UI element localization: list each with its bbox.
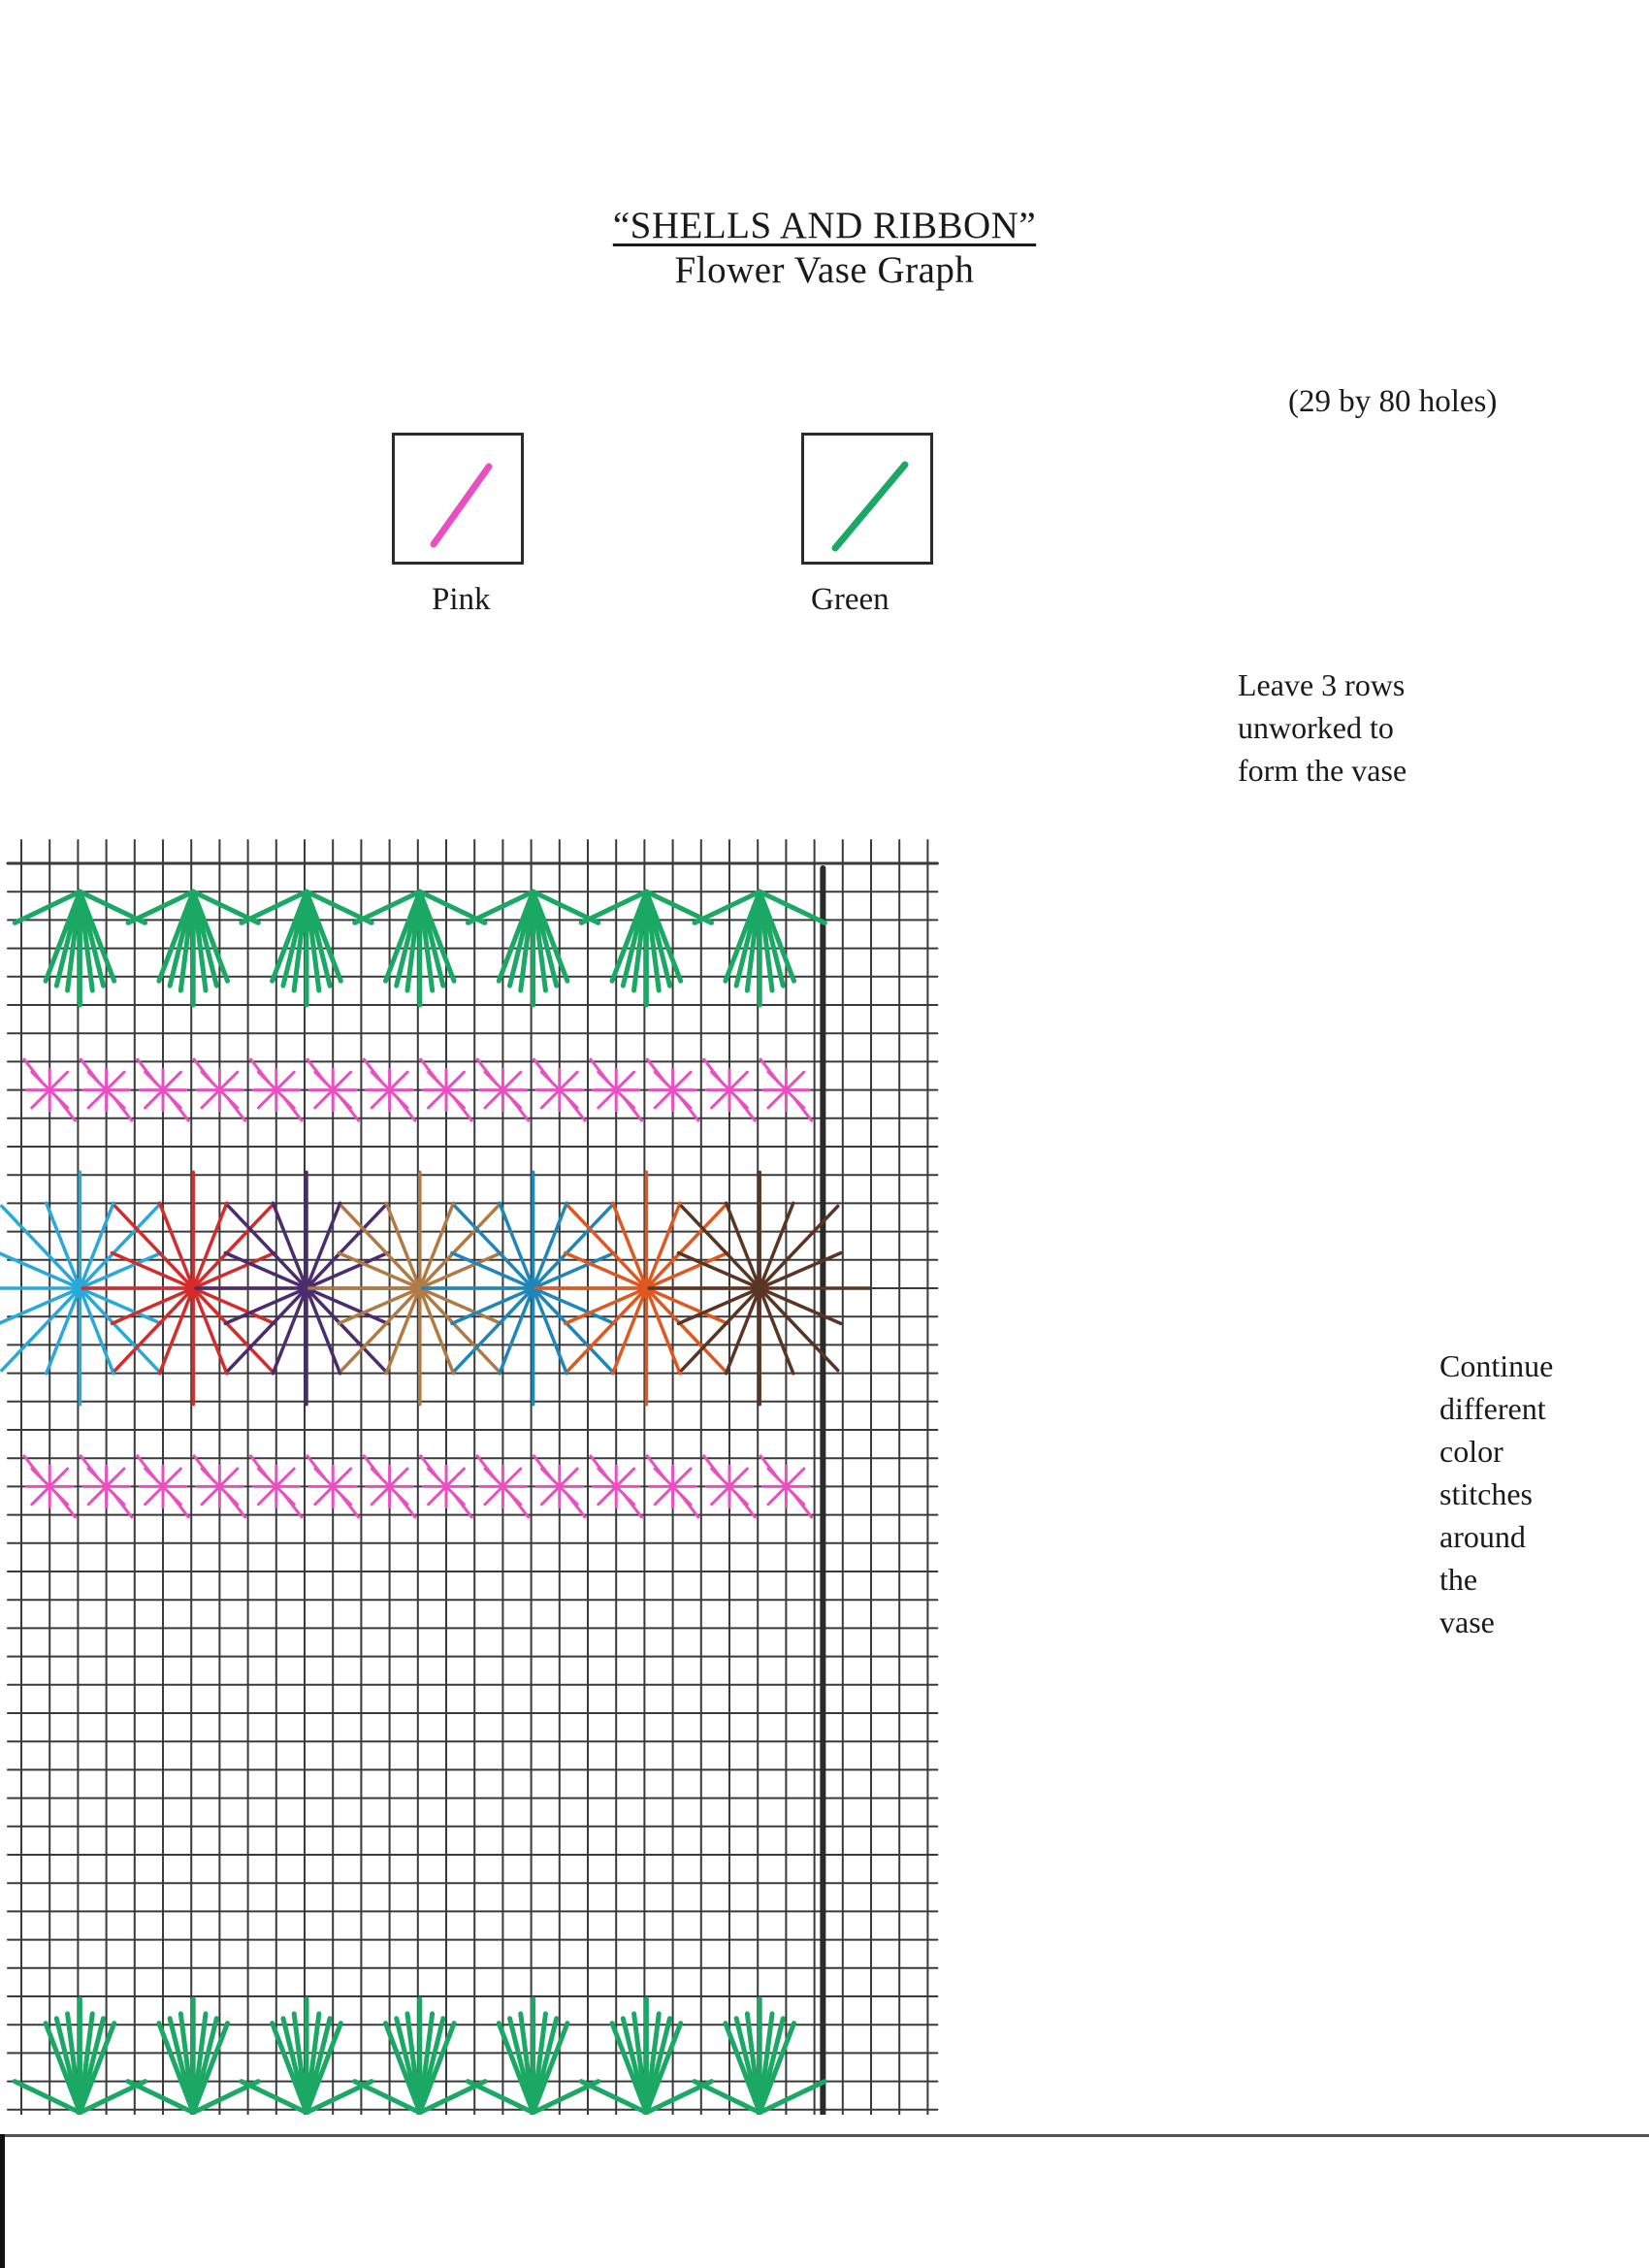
legend-label-pink: Pink [432, 582, 491, 617]
pink-ribbon-stitch [307, 1456, 325, 1479]
vase-note [1238, 664, 1406, 792]
color-star-stitch [568, 1288, 647, 1371]
page-edge [0, 2134, 5, 2268]
color-star-stitch [115, 1206, 194, 1288]
pink-ribbon-stitch [760, 1456, 778, 1479]
continue-note [1439, 1345, 1553, 1643]
color-star-stitch [307, 1206, 385, 1288]
pink-ribbon-stitch [364, 1456, 381, 1479]
pink-ribbon-stitch [680, 1494, 697, 1517]
color-star-stitch [455, 1288, 534, 1371]
color-star-stitch [193, 1288, 272, 1371]
pink-ribbon-stitch [477, 1059, 495, 1083]
continue-note-line: stitches [1439, 1476, 1533, 1511]
pink-ribbon-stitch [171, 1097, 188, 1120]
vase-note-line: form the vase [1238, 753, 1407, 788]
pink-ribbon-stitch [251, 1059, 269, 1083]
pink-ribbon-stitch [397, 1097, 414, 1120]
pink-ribbon-stitch [510, 1097, 528, 1120]
pink-ribbon-stitch [534, 1456, 552, 1479]
pink-ribbon-stitch [227, 1494, 244, 1517]
pink-ribbon-stitch [57, 1494, 75, 1517]
pink-ribbon-stitch [340, 1494, 358, 1517]
pink-ribbon-stitch [194, 1059, 211, 1083]
color-star-stitch [646, 1206, 725, 1288]
pink-ribbon-stitch [397, 1494, 414, 1517]
pink-ribbon-stitch [364, 1059, 381, 1083]
vase-note-line: unworked to [1238, 710, 1394, 745]
pink-ribbon-stitch [647, 1059, 664, 1083]
pink-ribbon-stitch [307, 1059, 325, 1083]
pink-ribbon-stitch [251, 1456, 269, 1479]
continue-note-line: the [1439, 1562, 1478, 1597]
continue-note-line: different [1439, 1391, 1546, 1426]
pink-ribbon-stitch [704, 1059, 722, 1083]
color-star-stitch [2, 1206, 81, 1288]
pink-ribbon-stitch [113, 1494, 131, 1517]
pink-ribbon-stitch [138, 1059, 155, 1083]
pink-ribbon-stitch [704, 1456, 722, 1479]
dimensions-note: (29 by 80 holes) [1288, 384, 1498, 419]
pink-ribbon-stitch [284, 1097, 302, 1120]
color-star-stitch [682, 1288, 760, 1371]
color-star-stitch [682, 1206, 760, 1288]
pink-stitch-icon [395, 436, 521, 562]
stitch-graph [0, 815, 1436, 2115]
color-star-stitch [420, 1288, 499, 1371]
page-subtitle: Flower Vase Graph [674, 249, 975, 291]
pink-ribbon-stitch [760, 1059, 778, 1083]
color-star-stitch [760, 1206, 838, 1288]
color-star-stitch [420, 1206, 499, 1288]
color-star-stitch [80, 1288, 158, 1371]
color-star-stitch [115, 1288, 194, 1371]
pink-ribbon-stitch [647, 1456, 664, 1479]
pink-ribbon-stitch [24, 1456, 42, 1479]
pink-ribbon-stitch [284, 1494, 302, 1517]
continue-note-line: vase [1439, 1604, 1495, 1639]
color-star-stitch [455, 1206, 534, 1288]
color-star-stitch [534, 1206, 612, 1288]
legend-swatch-green [801, 433, 933, 565]
pink-ribbon-stitch [421, 1059, 438, 1083]
pink-ribbon-stitch [793, 1494, 811, 1517]
page-title: “SHELLS AND RIBBON” [612, 205, 1037, 246]
color-star-stitch [341, 1206, 420, 1288]
color-star-stitch [228, 1206, 307, 1288]
continue-note-line: Continue [1439, 1348, 1554, 1383]
pink-ribbon-stitch [57, 1097, 75, 1120]
color-star-stitch [307, 1288, 385, 1371]
pink-ribbon-stitch [81, 1059, 98, 1083]
pink-ribbon-stitch [81, 1456, 98, 1479]
color-star-stitch [341, 1288, 420, 1371]
legend-label-green: Green [811, 582, 889, 617]
pink-ribbon-stitch [24, 1059, 42, 1083]
pink-ribbon-stitch [171, 1494, 188, 1517]
pink-ribbon-stitch [194, 1456, 211, 1479]
color-star-stitch [760, 1288, 838, 1371]
pink-ribbon-stitch [454, 1494, 471, 1517]
page-divider [0, 2134, 1649, 2137]
pink-ribbon-stitch [510, 1494, 528, 1517]
continue-note-line: color [1439, 1434, 1504, 1469]
vase-note-line: Leave 3 rows [1238, 667, 1406, 702]
legend-swatch-pink [392, 433, 524, 565]
color-star-center [754, 1282, 765, 1294]
green-stitch-icon [804, 436, 930, 562]
pink-ribbon-stitch [454, 1097, 471, 1120]
pink-ribbon-stitch [567, 1494, 585, 1517]
pink-ribbon-stitch [624, 1097, 641, 1120]
pink-ribbon-stitch [477, 1456, 495, 1479]
color-star-stitch [193, 1206, 272, 1288]
pink-ribbon-stitch [591, 1456, 608, 1479]
continue-note-line: around [1439, 1519, 1526, 1554]
pink-ribbon-stitch [227, 1097, 244, 1120]
color-star-stitch [534, 1288, 612, 1371]
color-star-stitch [646, 1288, 725, 1371]
pink-ribbon-stitch [421, 1456, 438, 1479]
color-star-stitch [228, 1288, 307, 1371]
pink-ribbon-stitch [680, 1097, 697, 1120]
pink-ribbon-stitch [793, 1097, 811, 1120]
color-star-stitch [2, 1288, 81, 1371]
pink-ribbon-stitch [567, 1097, 585, 1120]
pink-ribbon-stitch [624, 1494, 641, 1517]
pink-ribbon-stitch [138, 1456, 155, 1479]
color-star-stitch [80, 1206, 158, 1288]
pink-ribbon-stitch [113, 1097, 131, 1120]
pink-ribbon-stitch [737, 1097, 755, 1120]
pink-ribbon-stitch [340, 1097, 358, 1120]
pink-ribbon-stitch [534, 1059, 552, 1083]
pink-ribbon-stitch [591, 1059, 608, 1083]
color-star-stitch [568, 1206, 647, 1288]
pink-ribbon-stitch [737, 1494, 755, 1517]
